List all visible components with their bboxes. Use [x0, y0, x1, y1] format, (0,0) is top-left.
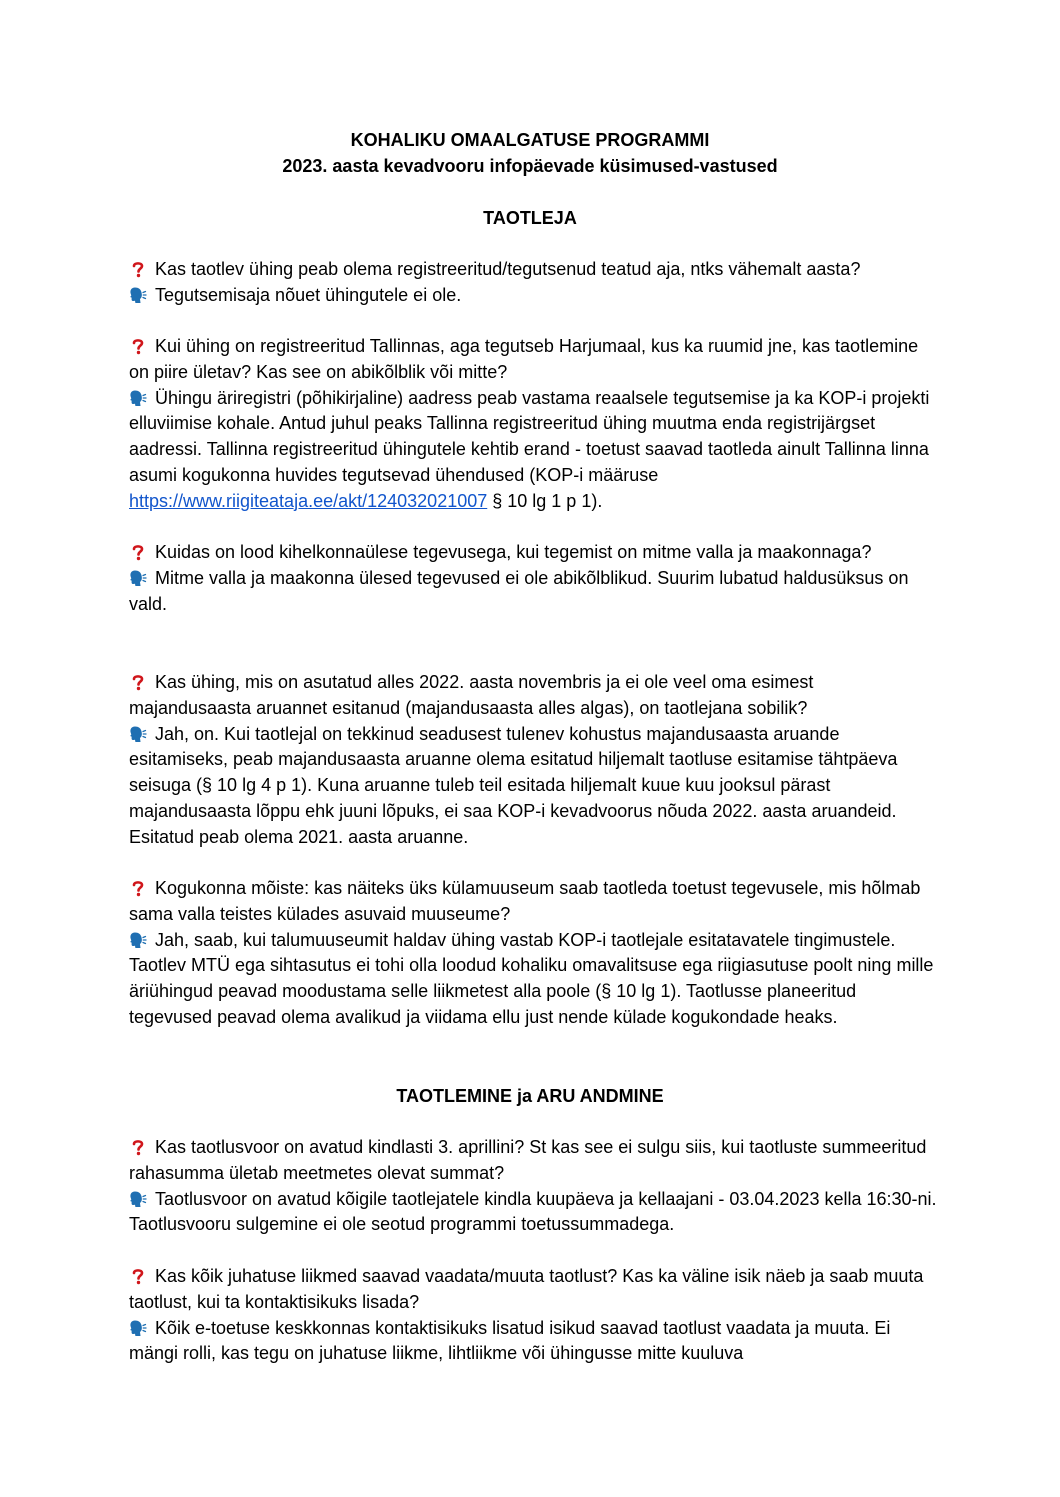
answer-text — [129, 386, 939, 515]
answer-text — [129, 566, 939, 618]
question-label: Kui ühing on registreeritud Tallinnas, aga tegutseb Harjumaal, kus ka ruumid jne, kas taotlemine on piire ületav? Kas see on abikõlblik või mitte? — [129, 336, 919, 382]
question-mark-icon — [129, 260, 147, 278]
section-heading-taotlemine: TAOTLEMINE ja ARU ANDMINE — [396, 1086, 664, 1106]
answer-text — [129, 283, 939, 309]
question-mark-icon — [129, 879, 147, 897]
question-mark-icon — [129, 1138, 147, 1156]
question-mark-icon — [129, 543, 147, 561]
section-heading-taotleja: TAOTLEJA — [483, 208, 577, 228]
qa-item — [129, 876, 939, 1031]
answer-text — [129, 928, 939, 1031]
speaking-head-icon — [129, 389, 147, 407]
qa-item — [129, 1135, 939, 1238]
answer-text — [129, 722, 939, 851]
answer-label: Kõik e-toetuse keskkonnas kontaktisikuks lisatud isikud saavad taotlust vaadata ja muuta. Ei mängi rolli, kas tegu on juhatuse liikme, lihtliikme või ühingusse mitte kuuluva — [129, 1317, 891, 1364]
question-text — [129, 876, 939, 928]
answer-label: Taotlusvoor on avatud kõigile taotlejatele kindla kuupäeva ja kellaajani - 03.04.2023 kella 16:30-ni. Taotlusvooru sulgemine ei ole seotud programmi toetussummadega. — [129, 1188, 937, 1235]
document-title-line-1: KOHALIKU OMAALGATUSE PROGRAMMI — [350, 130, 710, 150]
speaking-head-icon — [129, 569, 147, 587]
question-mark-icon — [129, 673, 147, 691]
answer-label: Jah, saab, kui talumuuseumit haldav ühing vastab KOP-i taotlejale esitatavatele tingimustele. Taotlev MTÜ ega sihtasutus ei tohi olla loodud kohaliku omavalitsuse ega riigiasutuse poolt ning mille äriühingud peavad moodustama selle liikmetest alla poole (§ 10 lg 1). Taotlusse planeeritud tegevused peavad olema avalikud ja viidama ellu just nende külade kogukondade heaks. — [129, 929, 934, 1027]
question-text — [129, 540, 939, 566]
question-text — [129, 1135, 939, 1187]
speaking-head-icon — [129, 931, 147, 949]
question-label: Kogukonna mõiste: kas näiteks üks külamuuseum saab taotleda toetust tegevusele, mis hõlmab sama valla teistes külades asuvaid muuseume? — [129, 878, 921, 924]
qa-item — [129, 540, 939, 617]
question-text — [129, 334, 939, 386]
answer-text — [129, 1187, 939, 1239]
question-text — [129, 257, 939, 283]
question-mark-icon — [129, 1267, 147, 1285]
qa-item — [129, 1264, 939, 1367]
answer-text — [129, 1316, 939, 1368]
answer-label: Jah, on. Kui taotlejal on tekkinud seadusest tulenev kohustus majandusaasta aruande esitamiseks, peab majandusaasta aruanne olema esitatud hiljemalt taotluse esitamise tähtpäeva seisuga (§ 10 lg 4 p 1). Kuna aruanne tuleb teil esitada hiljemalt kuue kuu jooksul pärast majandusaasta lõppu ehk juuni lõpuks, ei saa KOP-i kevadvoorus nõuda 2022. aasta aruandeid. Esitatud peab olema 2021. aasta aruanne. — [129, 723, 898, 847]
question-text — [129, 1264, 939, 1316]
speaking-head-icon — [129, 1319, 147, 1337]
speaking-head-icon — [129, 286, 147, 304]
question-mark-icon — [129, 337, 147, 355]
question-label: Kas kõik juhatuse liikmed saavad vaadata/muuta taotlust? Kas ka väline isik näeb ja saab muuta taotlust, kui ta kontaktisikuks lisada? — [129, 1266, 924, 1312]
answer-label: Tegutsemisaja nõuet ühingutele ei ole. — [155, 284, 462, 305]
qa-item — [129, 334, 939, 515]
riigiteataja-link[interactable]: https://www.riigiteataja.ee/akt/124032021007 — [129, 490, 488, 511]
answer-label: Ühingu äriregistri (põhikirjaline) aadress peab vastama reaalsele tegutsemise ja ka KOP-i projekti elluviimise kohale. Antud juhul peaks Tallinna registreeritud ühing muutma enda registrijärgset aadressi. Tallinna registreeritud ühingutele kehtib erand - toetust saavad taotleda ainult Tallinna linna asumi kogukonna huvides tegutsevad ühendused (KOP-i määruse — [129, 387, 930, 485]
document-title-line-2: 2023. aasta kevadvooru infopäevade küsimused-vastused — [282, 156, 778, 176]
qa-item — [129, 670, 939, 851]
answer-label: Mitme valla ja maakonna ülesed tegevused ei ole abikõlblikud. Suurim lubatud haldusüksus on vald. — [129, 567, 909, 614]
speaking-head-icon — [129, 1190, 147, 1208]
question-label: Kas taotlusvoor on avatud kindlasti 3. aprillini? St kas see ei sulgu siis, kui taotluste summeeritud rahasumma ületab meetmetes olevat summat? — [129, 1137, 927, 1183]
question-label: Kas taotlev ühing peab olema registreeritud/tegutsenud teatud aja, ntks vähemalt aasta? — [155, 259, 861, 279]
question-label: Kuidas on lood kihelkonnaülese tegevusega, kui tegemist on mitme valla ja maakonnaga? — [155, 542, 872, 562]
question-text — [129, 670, 939, 722]
question-label: Kas ühing, mis on asutatud alles 2022. aasta novembris ja ei ole veel oma esimest majandusaasta aruannet esitanud (majandusaasta alles algas), on taotlejana sobilik? — [129, 672, 814, 718]
qa-item — [129, 257, 939, 309]
answer-label-end: § 10 lg 1 p 1). — [487, 490, 603, 511]
speaking-head-icon — [129, 725, 147, 743]
